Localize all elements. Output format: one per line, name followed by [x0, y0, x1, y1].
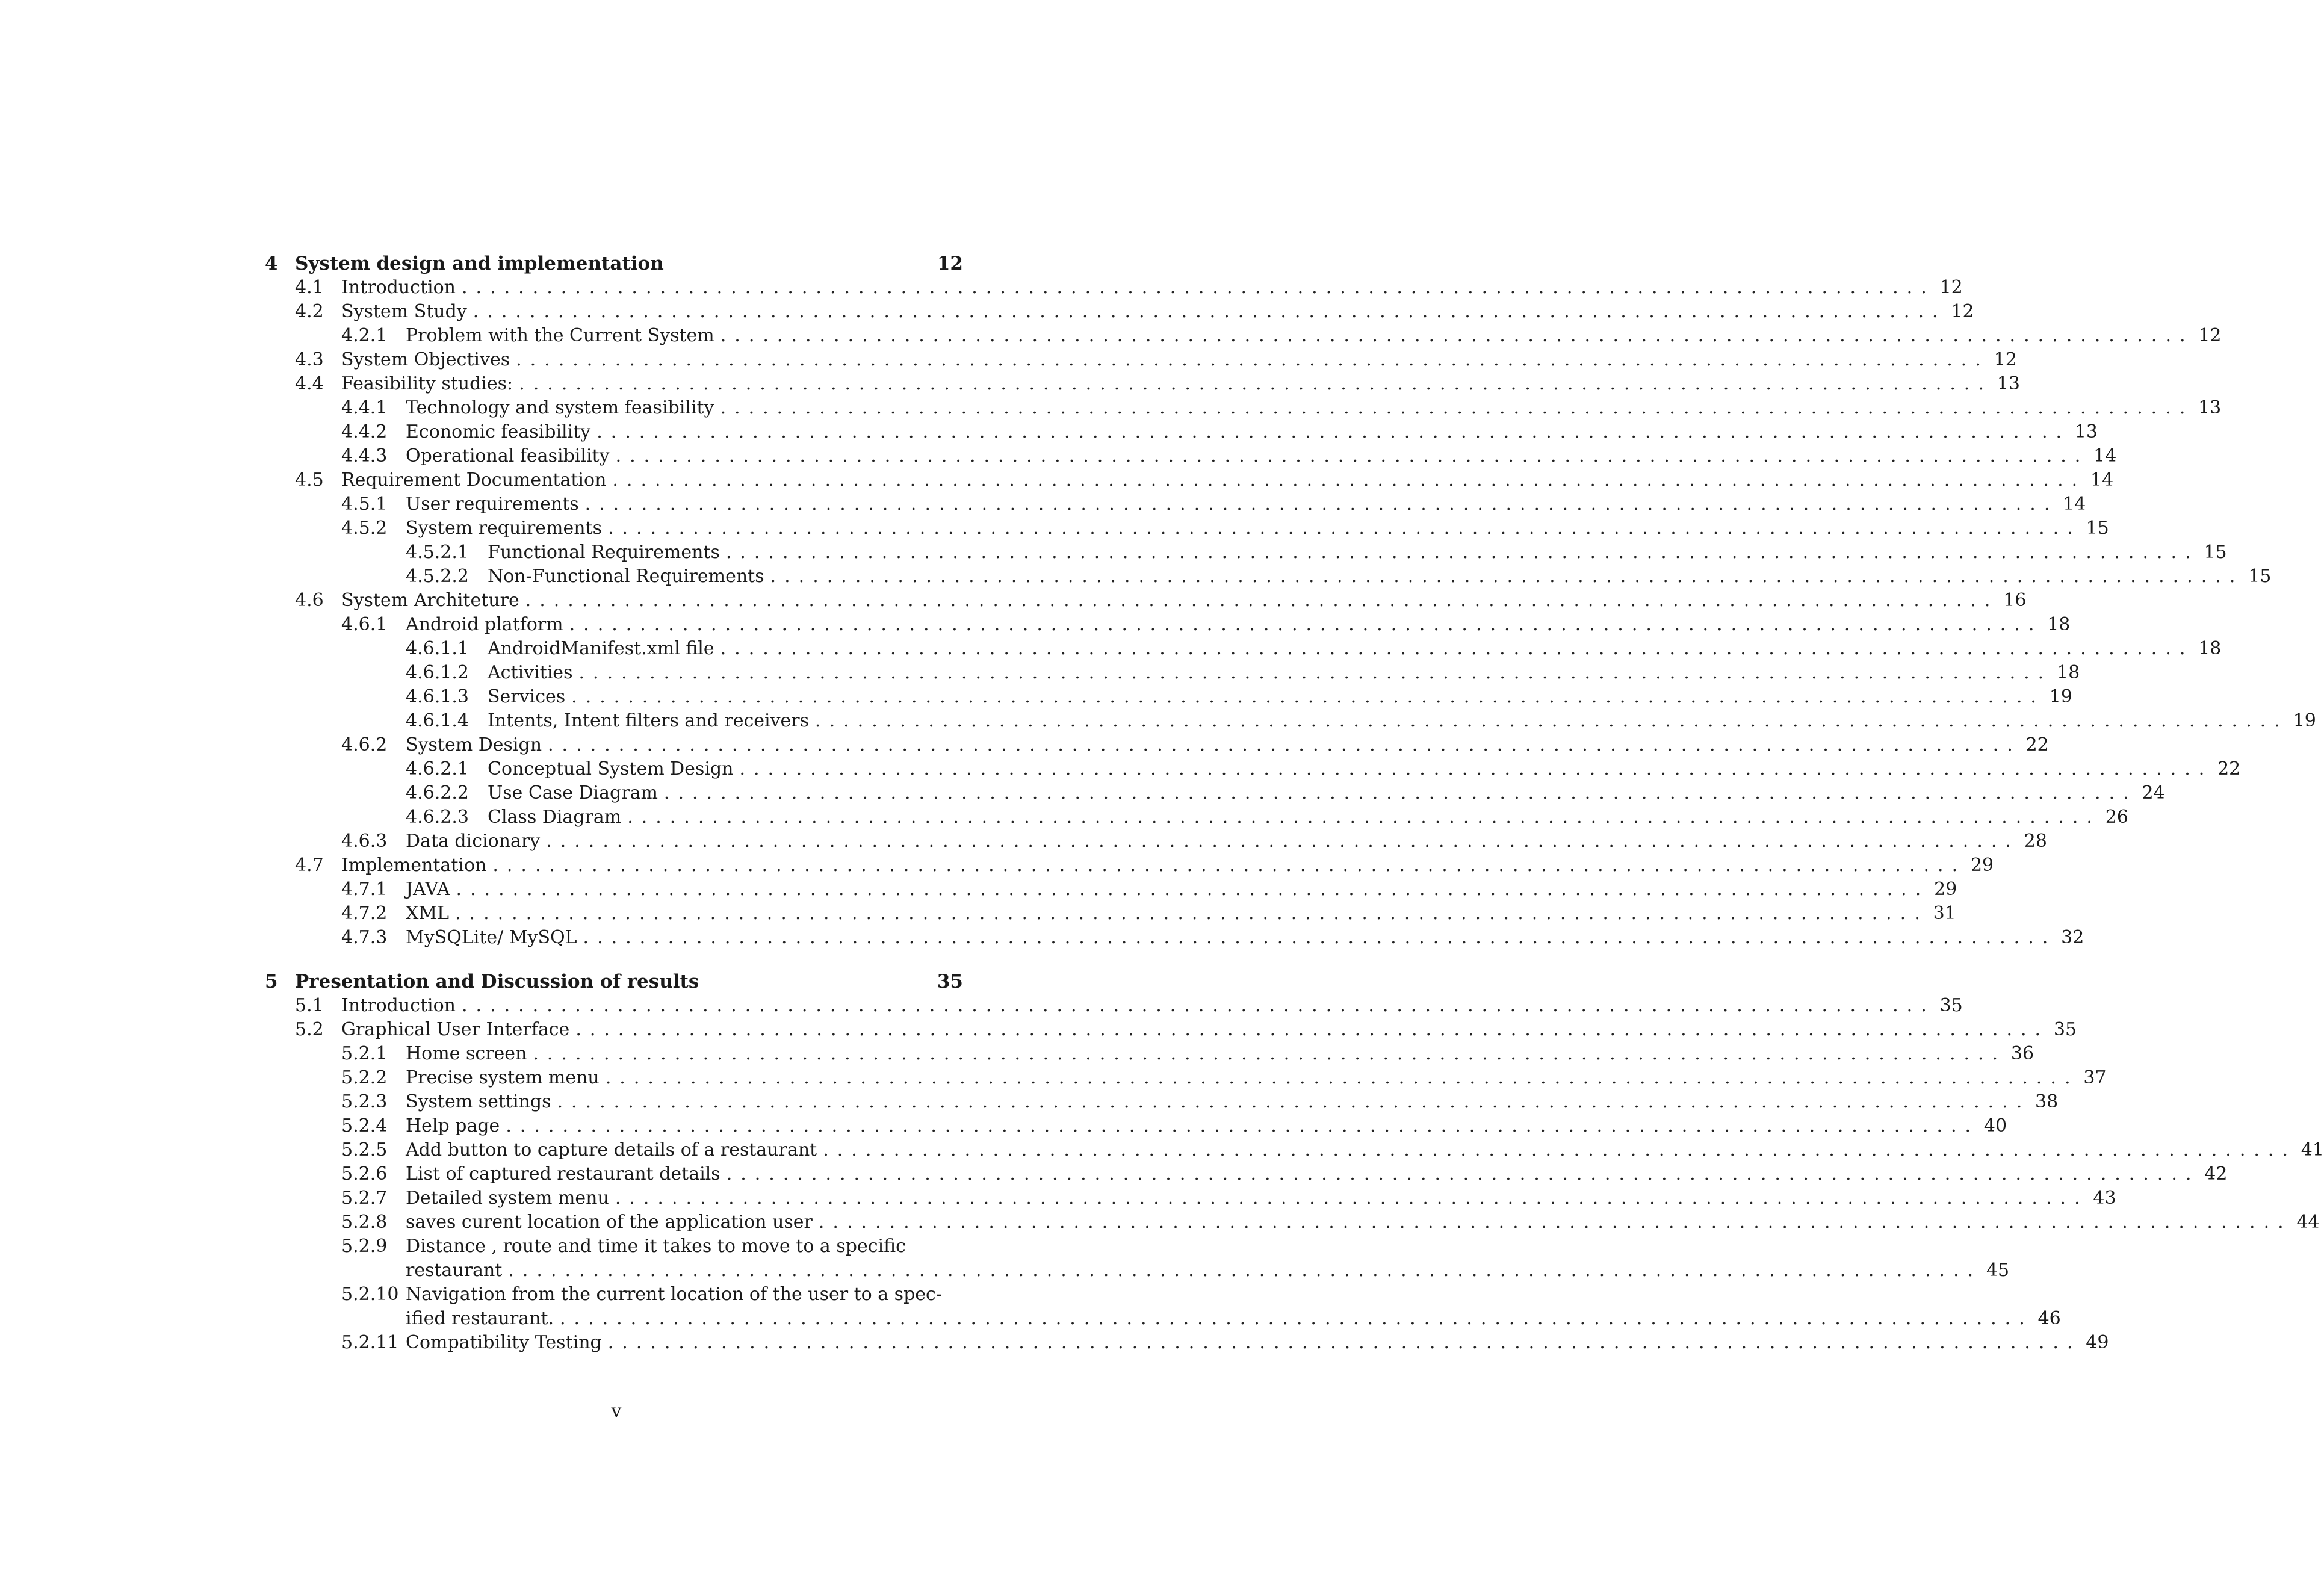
dot-leader: ........................................................................................................ [557, 1091, 2031, 1112]
section-page: 15 [2086, 518, 2109, 539]
section-number: 4.6.2 [341, 734, 388, 755]
toc-entry-continuation[interactable] [265, 1259, 2010, 1283]
section-number: 4.5.1 [341, 494, 388, 515]
section-page: 18 [2057, 662, 2080, 683]
section-number: 5.2.3 [341, 1091, 388, 1112]
section-number: 4.6.1.1 [406, 638, 469, 659]
section-number: 4.7.2 [341, 903, 388, 924]
dot-leader: ........................................................................................................ [720, 638, 2194, 659]
toc-entry[interactable] [265, 661, 2080, 685]
section-title: Technology and system feasibility [406, 397, 714, 418]
toc-entry[interactable] [265, 1090, 2059, 1114]
section-page: 22 [2025, 734, 2049, 755]
section-page: 29 [1970, 855, 1994, 876]
section-number: 4.2 [295, 301, 324, 322]
section-page: 12 [1994, 349, 2017, 370]
dot-leader: ........................................................................................................ [612, 469, 2086, 491]
toc-entry[interactable] [265, 1283, 963, 1307]
dot-leader: ........................................................................................................ [571, 686, 2045, 707]
toc-entry[interactable] [265, 902, 1956, 926]
section-title: System Design [406, 734, 542, 755]
toc-entry[interactable] [265, 540, 2227, 565]
section-title: System Objectives [341, 349, 510, 370]
toc-entry[interactable] [265, 348, 2017, 372]
dot-leader: ........................................................................................................ [516, 349, 1989, 370]
section-title-continued: restaurant [406, 1260, 503, 1281]
section-page: 18 [2198, 638, 2222, 659]
dot-leader: ........................................................................................................ [583, 927, 2057, 948]
section-title: AndroidManifest.xml file [488, 638, 714, 659]
dot-leader: ........................................................................................................ [584, 494, 2059, 515]
toc-entry[interactable] [265, 613, 2071, 637]
section-number: 4.5.2 [341, 518, 388, 539]
section-number: 4.5 [295, 469, 324, 491]
section-page: 24 [2142, 782, 2165, 804]
dot-leader: ........................................................................................................ [569, 614, 2043, 635]
dot-leader: ........................................................................................................ [596, 421, 2071, 442]
section-page: 15 [2204, 542, 2227, 563]
toc-entry[interactable] [265, 1186, 2116, 1210]
section-title: Compatibility Testing [406, 1332, 602, 1353]
dot-leader: ........................................................................................................ [533, 1043, 2007, 1064]
section-number: 5.2.5 [341, 1139, 388, 1160]
section-page: 12 [1939, 277, 1963, 298]
section-page: 14 [2090, 469, 2114, 491]
section-page: 35 [2053, 1019, 2077, 1040]
section-title: Use Case Diagram [488, 782, 658, 804]
section-title: List of captured restaurant details [406, 1163, 720, 1185]
section-title: User requirements [406, 494, 579, 515]
section-title: Intents, Intent filters and receivers [488, 710, 810, 731]
section-number: 4.7 [295, 855, 324, 876]
toc-entry[interactable] [265, 1114, 2007, 1138]
section-page: 13 [2198, 397, 2222, 418]
section-page: 46 [2037, 1308, 2061, 1329]
toc-entry-continuation[interactable] [265, 1307, 2061, 1331]
section-number: 4.6 [295, 590, 324, 611]
section-title: JAVA [406, 879, 450, 900]
section-page: 44 [2296, 1212, 2320, 1233]
section-page: 32 [2061, 927, 2084, 948]
section-title: Conceptual System Design [488, 758, 734, 779]
toc-entry[interactable] [265, 420, 2098, 444]
section-title: System settings [406, 1091, 551, 1112]
toc-entry[interactable] [265, 994, 1963, 1018]
dot-leader: ........................................................................................................ [720, 325, 2194, 346]
section-number: 4.4.3 [341, 445, 388, 466]
section-number: 5.2.6 [341, 1163, 388, 1185]
section-page: 13 [1997, 373, 2020, 394]
dot-leader: ........................................................................................................ [818, 1212, 2292, 1233]
section-page: 19 [2049, 686, 2072, 707]
toc-entry[interactable] [265, 444, 2117, 468]
section-number: 4.7.3 [341, 927, 388, 948]
dot-leader: ........................................................................................................ [770, 566, 2244, 587]
toc-entry[interactable] [265, 1018, 2077, 1042]
dot-leader: ........................................................................................................ [525, 590, 1999, 611]
section-page: 12 [1951, 301, 1974, 322]
section-number: 4.6.3 [341, 831, 388, 852]
section-title: Functional Requirements [488, 542, 720, 563]
section-page: 22 [2217, 758, 2241, 779]
section-number: 4.6.2.2 [406, 782, 469, 804]
dot-leader: ........................................................................................................ [720, 397, 2194, 418]
section-page: 35 [1939, 995, 1963, 1016]
dot-leader: ........................................................................................................ [575, 1019, 2050, 1040]
toc-entry[interactable] [265, 853, 1994, 878]
toc-entry[interactable] [265, 1042, 2034, 1066]
chapter-page: 12 [937, 253, 963, 274]
dot-leader: ........................................................................................................ [726, 1163, 2200, 1185]
dot-leader: ........................................................................................................ [815, 710, 2288, 731]
toc-entry[interactable] [265, 637, 2222, 661]
chapter-heading[interactable] [265, 970, 963, 994]
section-title: Detailed system menu [406, 1188, 609, 1209]
dot-leader: ........................................................................................................ [548, 734, 2021, 755]
dot-leader: ........................................................................................................ [455, 903, 1929, 924]
section-number: 4.5.2.2 [406, 566, 469, 587]
section-number: 4.6.1 [341, 614, 388, 635]
dot-leader: ........................................................................................................ [607, 518, 2081, 539]
toc-entry[interactable] [265, 516, 2109, 540]
section-page: 49 [2086, 1332, 2109, 1353]
section-title-continued: ified restaurant. [406, 1308, 554, 1329]
dot-leader: ........................................................................................................ [462, 277, 1935, 298]
section-title: Data dicionary [406, 831, 541, 852]
toc-entry[interactable] [265, 926, 2084, 950]
section-title: Introduction [341, 995, 456, 1016]
section-page: 41 [2301, 1139, 2324, 1160]
section-title: Implementation [341, 855, 487, 876]
section-number: 4.4.2 [341, 421, 388, 442]
toc-entry[interactable] [265, 1162, 2228, 1186]
section-title: Services [488, 686, 566, 707]
section-page: 45 [1986, 1260, 2010, 1281]
dot-leader: ........................................................................................................ [456, 879, 1930, 900]
chapter-title: System design and implementation [295, 253, 664, 274]
dot-leader: ........................................................................................................ [605, 1067, 2079, 1088]
section-title: Operational feasibility [406, 445, 610, 466]
section-number: 4.2.1 [341, 325, 388, 346]
section-number: 4.6.1.2 [406, 662, 469, 683]
section-number: 4.4.1 [341, 397, 388, 418]
dot-leader: ........................................................................................................ [578, 662, 2053, 683]
dot-leader: ........................................................................................................ [508, 1260, 1982, 1281]
toc-entry[interactable] [265, 492, 2086, 516]
section-title: Precise system menu [406, 1067, 600, 1088]
section-title: Introduction [341, 277, 456, 298]
section-number: 5.2.7 [341, 1188, 388, 1209]
section-number: 5.2.10 [341, 1284, 399, 1305]
dot-leader: ........................................................................................................ [627, 807, 2101, 828]
section-number: 4.3 [295, 349, 324, 370]
chapter-heading[interactable] [265, 252, 963, 276]
section-title: Graphical User Interface [341, 1019, 570, 1040]
section-page: 14 [2093, 445, 2117, 466]
dot-leader: ........................................................................................................ [473, 301, 1947, 322]
section-title: Activities [488, 662, 573, 683]
section-title: XML [406, 903, 449, 924]
section-number: 4.4 [295, 373, 324, 394]
section-title: System requirements [406, 518, 602, 539]
section-page: 37 [2083, 1067, 2107, 1088]
toc-entry[interactable] [265, 565, 2272, 589]
toc-entry[interactable] [265, 685, 2072, 709]
section-page: 28 [2024, 831, 2047, 852]
section-page: 12 [2198, 325, 2222, 346]
section-title: Add button to capture details of a restaurant [406, 1139, 817, 1160]
section-title: Distance , route and time it takes to move to a specific [406, 1236, 906, 1257]
dot-leader: ........................................................................................................ [739, 758, 2213, 779]
toc-entry[interactable] [265, 733, 2049, 757]
section-page: 38 [2035, 1091, 2059, 1112]
toc-entry[interactable] [265, 829, 2047, 853]
section-title: Problem with the Current System [406, 325, 714, 346]
section-title: Home screen [406, 1043, 527, 1064]
chapter-number: 4 [265, 253, 278, 274]
dot-leader: ........................................................................................................ [663, 782, 2137, 804]
toc-entry[interactable] [265, 276, 1963, 300]
chapter-number: 5 [265, 971, 278, 993]
toc-entry[interactable] [265, 1138, 2324, 1162]
section-number: 5.2.4 [341, 1115, 388, 1136]
toc-entry[interactable] [265, 589, 2027, 613]
section-page: 19 [2293, 710, 2316, 731]
section-page: 26 [2105, 807, 2128, 828]
section-page: 13 [2074, 421, 2098, 442]
section-number: 4.1 [295, 277, 324, 298]
section-number: 5.2.1 [341, 1043, 388, 1064]
section-page: 31 [1933, 903, 1956, 924]
section-page: 42 [2204, 1163, 2228, 1185]
section-number: 5.2.9 [341, 1236, 388, 1257]
section-number: 5.2 [295, 1019, 324, 1040]
section-number: 4.7.1 [341, 879, 388, 900]
section-title: System Architeture [341, 590, 519, 611]
section-number: 5.2.11 [341, 1332, 399, 1353]
toc-entry[interactable] [265, 1331, 2109, 1355]
section-number: 4.6.1.4 [406, 710, 469, 731]
section-page: 29 [1934, 879, 1957, 900]
section-number: 4.5.2.1 [406, 542, 469, 563]
dot-leader: ........................................................................................................ [519, 373, 1992, 394]
section-title: Non-Functional Requirements [488, 566, 764, 587]
section-title: Help page [406, 1115, 500, 1136]
table-of-contents [265, 252, 2324, 1355]
section-number: 5.1 [295, 995, 324, 1016]
section-number: 5.2.2 [341, 1067, 388, 1088]
section-page: 36 [2010, 1043, 2034, 1064]
dot-leader: ........................................................................................................ [560, 1308, 2033, 1329]
section-number: 5.2.8 [341, 1212, 388, 1233]
section-page: 43 [2093, 1188, 2116, 1209]
dot-leader: ........................................................................................................ [607, 1332, 2081, 1353]
page-number: v [611, 1401, 622, 1422]
toc-entry[interactable] [265, 1210, 2320, 1234]
toc-entry[interactable] [265, 1066, 2107, 1090]
chapter-page: 35 [937, 971, 963, 993]
toc-entry[interactable] [265, 396, 2222, 420]
toc-entry[interactable] [265, 878, 1957, 902]
chapter-title: Presentation and Discussion of results [295, 971, 699, 993]
dot-leader: ........................................................................................................ [615, 1188, 2089, 1209]
section-number: 4.6.2.1 [406, 758, 469, 779]
section-title: Android platform [406, 614, 563, 635]
section-title: MySQLite/ MySQL [406, 927, 577, 948]
section-title: Economic feasibility [406, 421, 591, 442]
dot-leader: ........................................................................................................ [823, 1139, 2296, 1160]
section-page: 15 [2248, 566, 2272, 587]
dot-leader: ........................................................................................................ [546, 831, 2019, 852]
toc-entry[interactable] [265, 1234, 963, 1259]
dot-leader: ........................................................................................................ [725, 542, 2199, 563]
section-page: 40 [1983, 1115, 2007, 1136]
toc-entry[interactable] [265, 781, 2165, 805]
section-title: Class Diagram [488, 807, 622, 828]
section-title: Feasibility studies: [341, 373, 513, 394]
section-title: Navigation from the current location of the user to a spec- [406, 1284, 942, 1305]
dot-leader: ........................................................................................................ [462, 995, 1935, 1016]
section-page: 14 [2063, 494, 2086, 515]
toc-entry[interactable] [265, 709, 2316, 733]
dot-leader: ........................................................................................................ [615, 445, 2089, 466]
section-title: Requirement Documentation [341, 469, 607, 491]
section-page: 18 [2047, 614, 2071, 635]
section-number: 4.6.2.3 [406, 807, 469, 828]
dot-leader: ........................................................................................................ [506, 1115, 1980, 1136]
toc-entry[interactable] [265, 805, 2128, 829]
section-page: 16 [2003, 590, 2027, 611]
toc-entry[interactable] [265, 757, 2241, 781]
section-title: saves curent location of the application user [406, 1212, 813, 1233]
toc-entry[interactable] [265, 468, 2114, 492]
section-number: 4.6.1.3 [406, 686, 469, 707]
dot-leader: ........................................................................................................ [492, 855, 1966, 876]
section-title: System Study [341, 301, 467, 322]
toc-entry[interactable] [265, 372, 2020, 396]
toc-entry[interactable] [265, 300, 1974, 324]
toc-entry[interactable] [265, 324, 2222, 348]
